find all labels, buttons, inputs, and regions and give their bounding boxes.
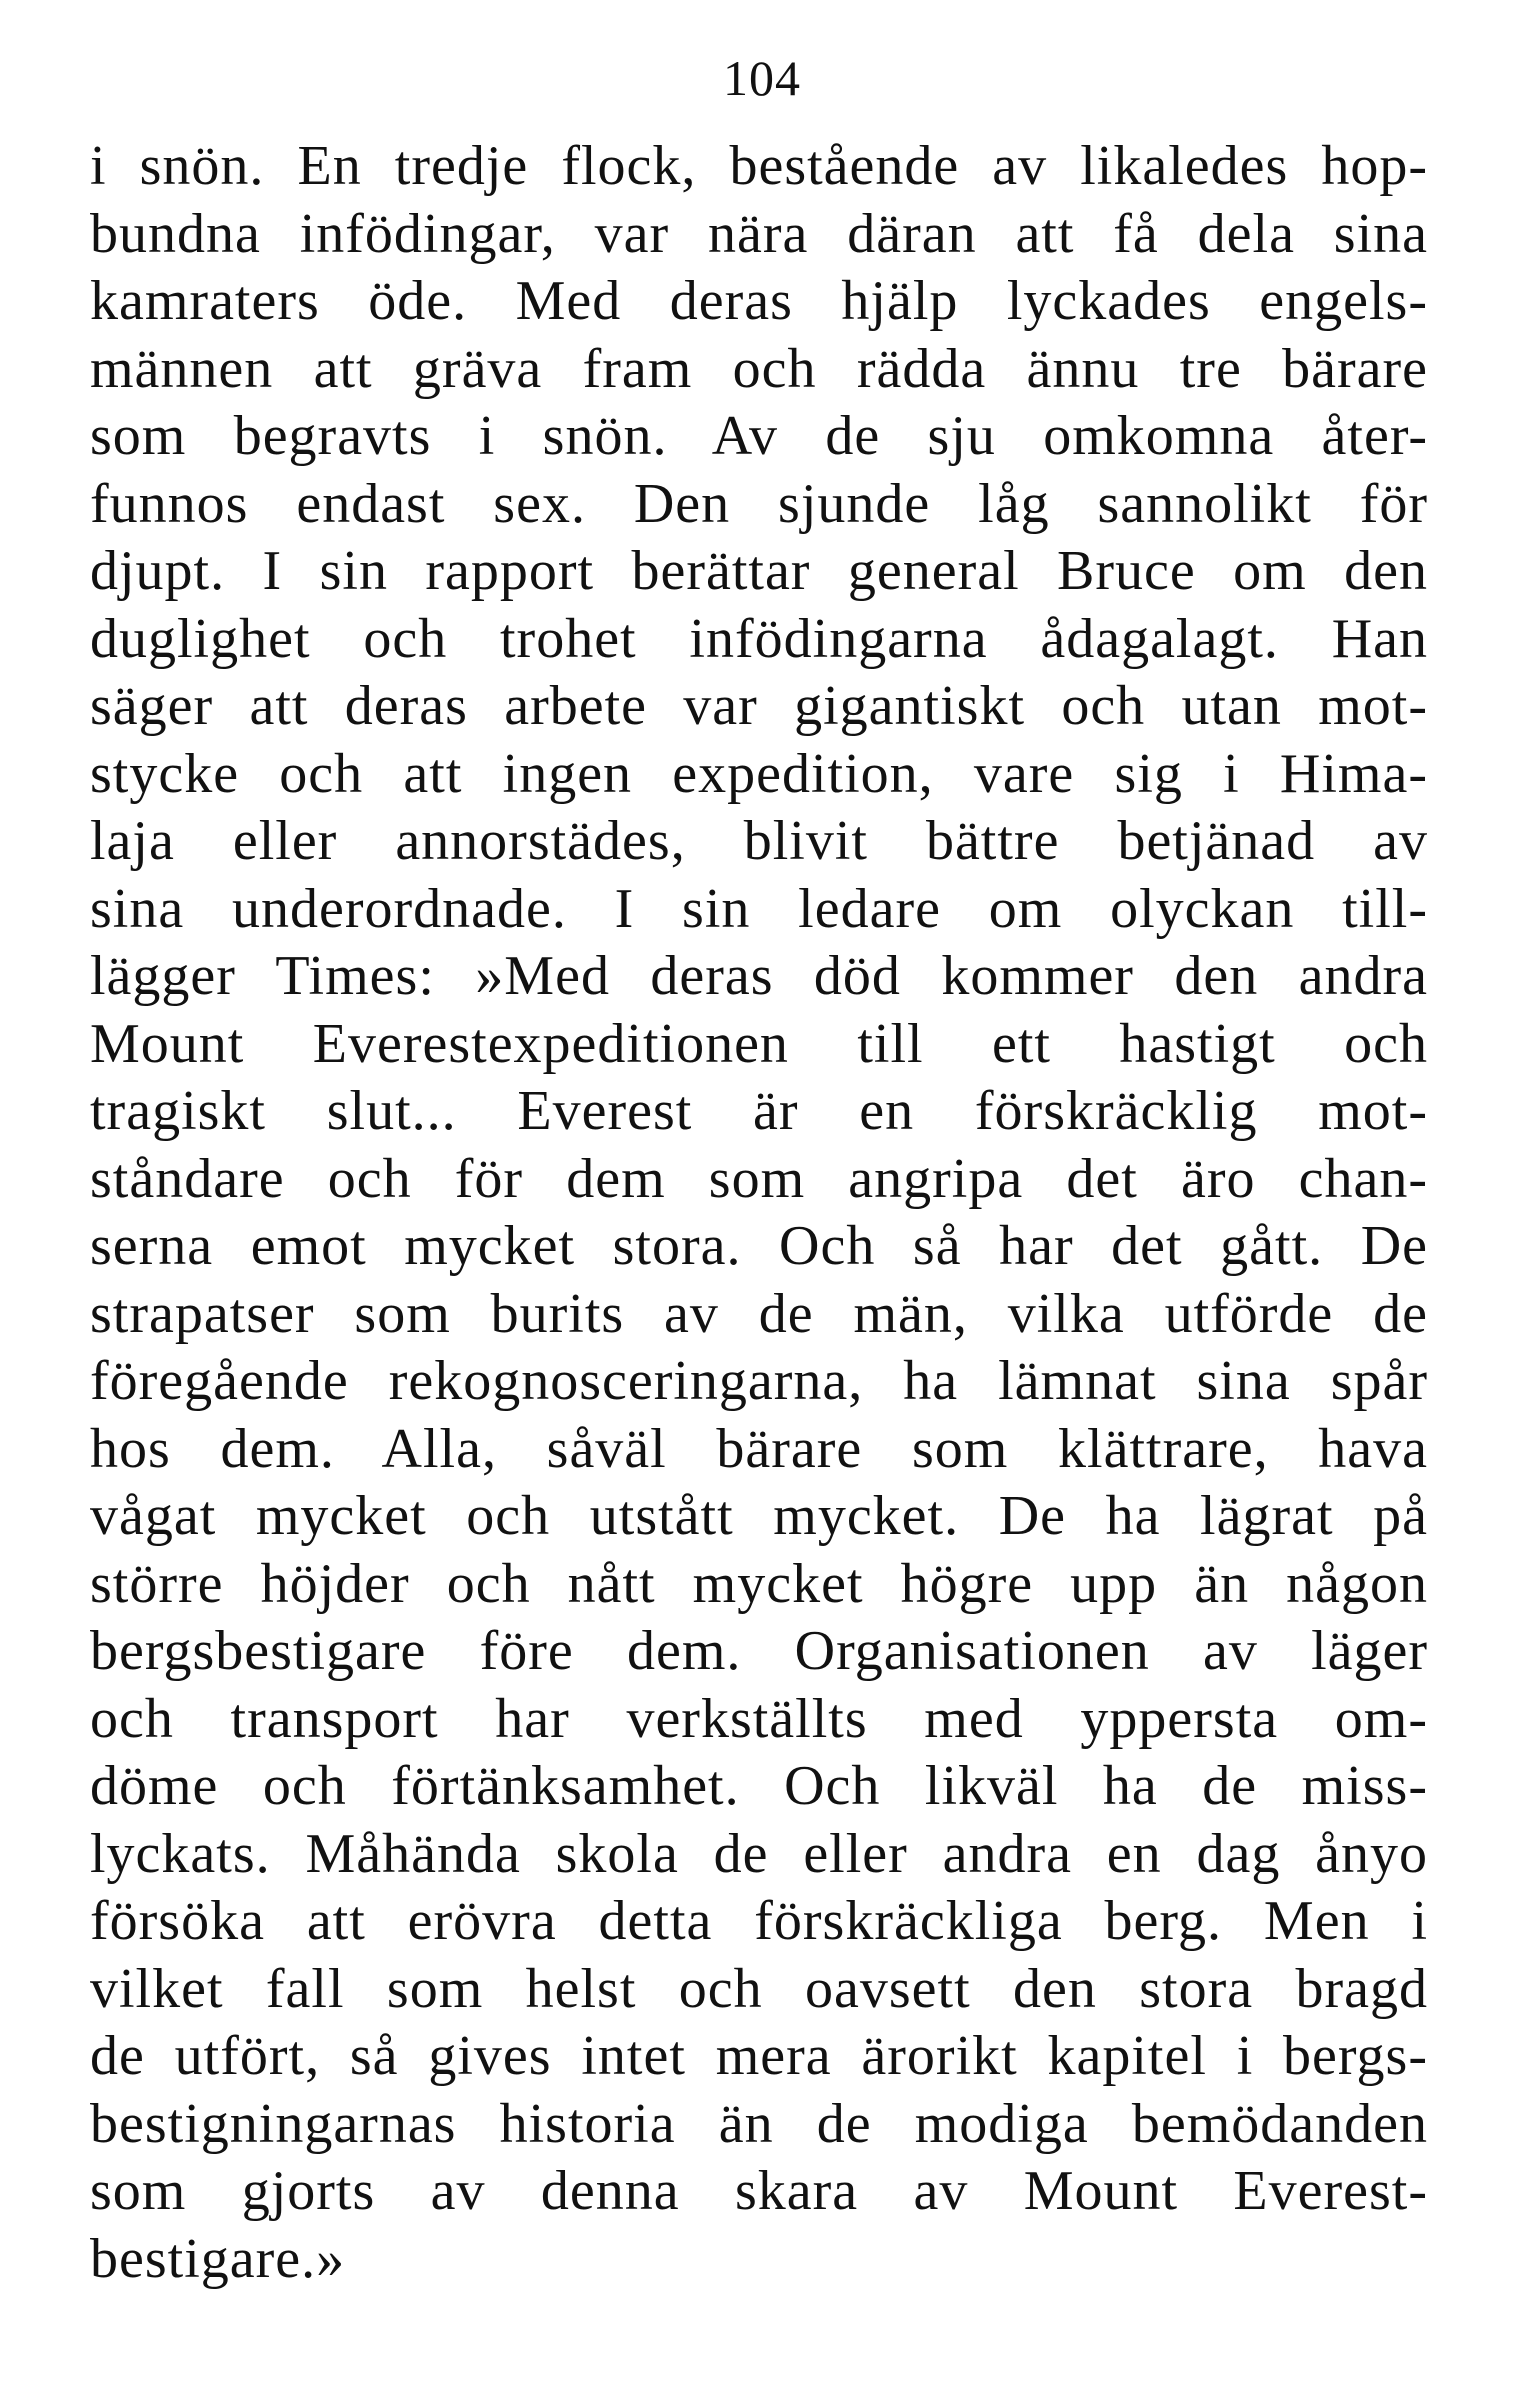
text-line: Mount Everestexpeditionen till ett hastigt och [90, 1012, 1428, 1075]
text-line: som begravts i snön. Av de sju omkomna åter- [90, 405, 1428, 467]
text-line: kamraters öde. Med deras hjälp lyckades engels- [90, 270, 1428, 332]
text-line: de utfört, så gives intet mera ärorikt kapitel i bergs- [90, 2025, 1428, 2087]
text-line: männen att gräva fram och rädda ännu tre bärare [90, 337, 1428, 400]
text-line: försöka att erövra detta förskräckliga berg. Men i [90, 1890, 1428, 1952]
text-line: lyckats. Måhända skola de eller andra en dag ånyo [90, 1822, 1428, 1885]
text-line: tragiskt slut... Everest är en förskräcklig mot- [90, 1080, 1428, 1142]
text-line: bergsbestigare före dem. Organisationen av läger [90, 1620, 1428, 1682]
text-line: i snön. En tredje flock, bestående av likaledes hop- [90, 135, 1428, 197]
text-line: vågat mycket och utstått mycket. De ha lägrat på [90, 1485, 1428, 1547]
text-line: strapatser som burits av de män, vilka utförde de [90, 1282, 1428, 1345]
text-line: föregående rekognosceringarna, ha lämnat sina spår [90, 1350, 1428, 1412]
text-line: bestigningarnas historia än de modiga bemödanden [90, 2092, 1428, 2155]
text-line: ståndare och för dem som angripa det äro chan- [90, 1147, 1428, 1210]
text-line: större höjder och nått mycket högre upp än någon [90, 1552, 1428, 1615]
body-text [90, 133, 1428, 2293]
text-line: duglighet och trohet infödingarna ådagalagt. Han [90, 607, 1428, 670]
text-line: funnos endast sex. Den sjunde låg sannolikt för [90, 472, 1428, 535]
text-line: hos dem. Alla, såväl bärare som klättrare, hava [90, 1417, 1428, 1480]
page-number: 104 [723, 50, 801, 106]
text-line: sina underordnade. I sin ledare om olyckan till- [90, 877, 1428, 940]
text-line: djupt. I sin rapport berättar general Bruce om den [90, 540, 1428, 602]
text-line: som gjorts av denna skara av Mount Everest- [90, 2160, 1428, 2222]
text-line: laja eller annorstädes, blivit bättre betjänad av [90, 810, 1428, 872]
text-line: bundna infödingar, var nära däran att få dela sina [90, 202, 1428, 265]
text-line: lägger Times: »Med deras död kommer den andra [90, 945, 1428, 1007]
text-line: vilket fall som helst och oavsett den stora bragd [90, 1957, 1428, 2020]
text-line: stycke och att ingen expedition, vare sig i Hima- [90, 742, 1428, 805]
text-line: serna emot mycket stora. Och så har det gått. De [90, 1215, 1428, 1277]
text-line: och transport har verkställts med yppersta om- [90, 1687, 1428, 1750]
text-line: säger att deras arbete var gigantiskt och utan mot- [90, 675, 1428, 737]
text-line: döme och förtänksamhet. Och likväl ha de miss- [90, 1755, 1428, 1817]
text-line-last: bestigare.» [90, 2227, 346, 2290]
